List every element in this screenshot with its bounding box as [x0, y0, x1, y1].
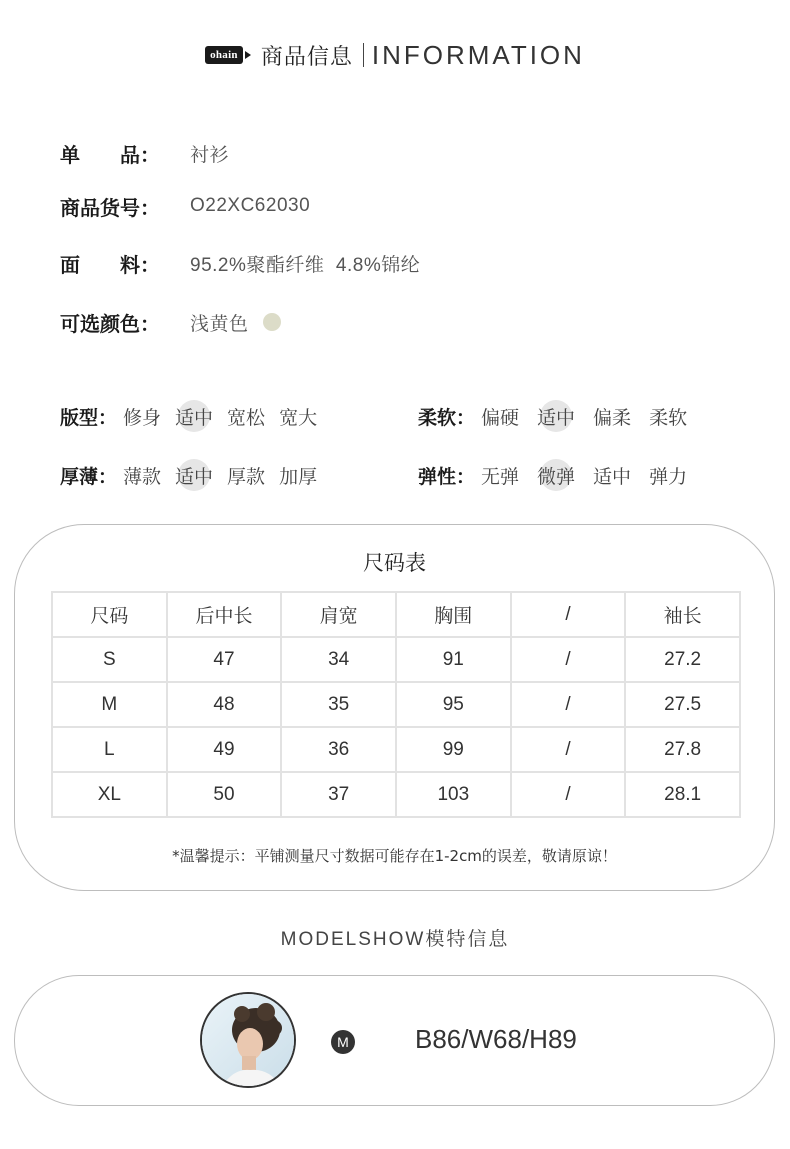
- size-table: [51, 591, 741, 818]
- table-cell: 36: [281, 727, 396, 772]
- label-colon: ：: [140, 311, 160, 336]
- size-chart-title: 尺码表: [363, 551, 426, 575]
- label-text: [60, 192, 160, 221]
- table-cell: 99: [396, 727, 511, 772]
- info-value-fabric: 95.2%聚酯纤维 4.8%锦纶: [190, 254, 421, 276]
- table-cell: M: [52, 682, 167, 727]
- attr-softness: [418, 399, 705, 433]
- attr-option: 宽松: [227, 406, 266, 429]
- table-cell: 37: [281, 772, 396, 817]
- attr-label: 版型：: [60, 406, 118, 429]
- label-colon: ：: [140, 142, 160, 167]
- info-row-item: [60, 138, 229, 168]
- size-chart-card: [14, 524, 775, 891]
- table-cell: 50: [167, 772, 282, 817]
- attr-option: 宽大: [279, 406, 318, 429]
- info-value-item: 衬衫: [190, 144, 230, 166]
- label-char-b: 料: [120, 252, 140, 277]
- table-cell: /: [511, 682, 626, 727]
- table-header-row: [52, 592, 740, 637]
- table-row: [52, 637, 740, 682]
- model-section-title: MODELSHOW模特信息: [280, 929, 510, 950]
- attr-option: 偏柔: [593, 406, 632, 429]
- model-size-badge: M: [331, 1030, 355, 1054]
- label-char: 单: [60, 142, 80, 167]
- attr-option: 适中: [537, 403, 575, 430]
- attr-option: 适中: [175, 462, 213, 489]
- info-row-sku: [60, 191, 310, 221]
- table-header-cell: 胸围: [396, 592, 511, 637]
- info-value-sku: O22XC62030: [190, 195, 311, 216]
- table-cell: /: [511, 772, 626, 817]
- brand-logo: ohain: [205, 46, 243, 64]
- info-label-sku: [60, 192, 190, 221]
- attr-option: 微弹: [537, 462, 575, 489]
- size-note: *温馨提示：平铺测量尺寸数据可能存在1-2cm的误差，敬请原谅！: [172, 847, 617, 865]
- attr-option: 无弹: [481, 465, 520, 488]
- attr-option: 弹力: [649, 465, 688, 488]
- table-cell: 27.8: [625, 727, 740, 772]
- label-text: [60, 308, 160, 337]
- label-colon: ：: [140, 195, 160, 220]
- attr-option: 薄款: [123, 465, 162, 488]
- table-header-cell: 袖长: [625, 592, 740, 637]
- attr-option: 柔软: [649, 406, 688, 429]
- label-char-b: 品: [120, 142, 140, 167]
- attr-option: 加厚: [279, 465, 318, 488]
- attr-option: 偏硬: [481, 406, 520, 429]
- table-cell: 35: [281, 682, 396, 727]
- label-colon: ：: [140, 252, 160, 277]
- table-cell: 27.5: [625, 682, 740, 727]
- label-color-text: 可选颜色: [60, 311, 140, 336]
- table-cell: 34: [281, 637, 396, 682]
- attr-option: 适中: [593, 465, 632, 488]
- table-cell: 49: [167, 727, 282, 772]
- table-row: [52, 772, 740, 817]
- info-label-fabric: [60, 249, 190, 278]
- table-cell: 91: [396, 637, 511, 682]
- info-value-color: 浅黄色: [190, 313, 249, 335]
- table-cell: 47: [167, 637, 282, 682]
- section-header: [0, 38, 790, 72]
- table-cell: 48: [167, 682, 282, 727]
- attr-elasticity: [418, 458, 705, 492]
- color-swatch[interactable]: [263, 313, 281, 331]
- table-cell: /: [511, 727, 626, 772]
- table-cell: S: [52, 637, 167, 682]
- model-photo: [202, 994, 296, 1088]
- header-divider: [363, 43, 364, 67]
- table-header-cell: 尺码: [52, 592, 167, 637]
- info-row-color: [60, 307, 281, 337]
- attr-thickness: [60, 458, 331, 492]
- label-char: 面: [60, 252, 80, 277]
- info-label-item: [60, 139, 190, 168]
- header-title-cn: 商品信息: [260, 44, 353, 70]
- attr-label: 弹性：: [418, 465, 476, 488]
- attr-option: 适中: [175, 403, 213, 430]
- attr-label: 厚薄：: [60, 465, 118, 488]
- table-cell: 27.2: [625, 637, 740, 682]
- label-char: [120, 249, 160, 278]
- table-cell: 95: [396, 682, 511, 727]
- info-row-fabric: [60, 248, 420, 278]
- table-header-cell: 肩宽: [281, 592, 396, 637]
- label-sku-text: 商品货号: [60, 195, 140, 220]
- table-row: [52, 727, 740, 772]
- table-cell: 103: [396, 772, 511, 817]
- logo-arrow-icon: [245, 51, 251, 59]
- attr-option: 厚款: [227, 465, 266, 488]
- info-label-color: [60, 308, 190, 337]
- attr-fit: [60, 399, 331, 433]
- attr-label: 柔软：: [418, 406, 476, 429]
- table-cell: /: [511, 637, 626, 682]
- table-row: [52, 682, 740, 727]
- model-avatar: [200, 992, 296, 1088]
- attr-option: 修身: [123, 406, 162, 429]
- table-cell: 28.1: [625, 772, 740, 817]
- table-cell: L: [52, 727, 167, 772]
- model-measurements: B86/W68/H89: [415, 1024, 577, 1054]
- model-info-card: [14, 975, 775, 1106]
- table-header-cell: /: [511, 592, 626, 637]
- table-header-cell: 后中长: [167, 592, 282, 637]
- header-title-en: INFORMATION: [371, 39, 585, 70]
- table-cell: XL: [52, 772, 167, 817]
- label-char: [120, 139, 160, 168]
